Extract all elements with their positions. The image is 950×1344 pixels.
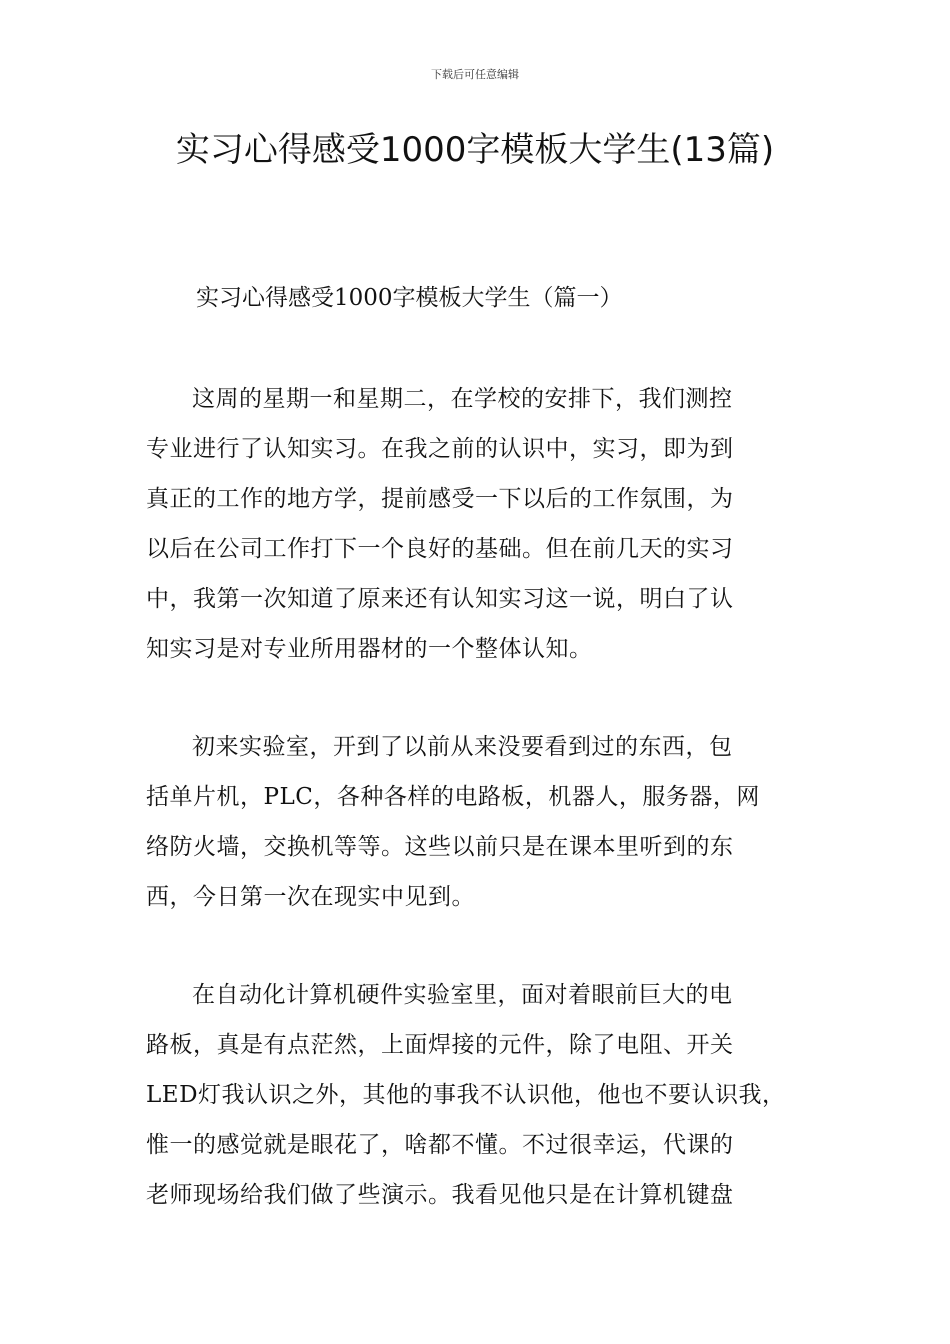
paragraph-line: 括单片机，PLC，各种各样的电路板，机器人，服务器，网 <box>146 784 760 810</box>
section-heading: 实习心得感受1000字模板大学生（篇一） <box>196 285 623 311</box>
paragraph-line: 老师现场给我们做了些演示。我看见他只是在计算机键盘 <box>146 1182 734 1208</box>
paragraph-1 <box>146 374 812 674</box>
paragraph-line: 中，我第一次知道了原来还有认知实习这一说，明白了认 <box>146 586 734 612</box>
paragraph-line: 路板，真是有点茫然，上面焊接的元件，除了电阻、开关 <box>146 1032 734 1058</box>
paragraph-line: 这周的星期一和星期二，在学校的安排下，我们测控 <box>192 386 733 412</box>
paragraph-line: 知实习是对专业所用器材的一个整体认知。 <box>146 636 593 662</box>
paragraph-line: 专业进行了认知实习。在我之前的认识中，实习，即为到 <box>146 436 734 462</box>
header-note: 下载后可任意编辑 <box>431 68 519 81</box>
paragraph-2 <box>146 722 812 922</box>
paragraph-line: 以后在公司工作打下一个良好的基础。但在前几天的实习 <box>146 536 734 562</box>
paragraph-line: 初来实验室，开到了以前从来没要看到过的东西，包 <box>192 734 733 760</box>
document-title: 实习心得感受1000字模板大学生(13篇) <box>175 130 775 170</box>
paragraph-line: 在自动化计算机硬件实验室里，面对着眼前巨大的电 <box>192 982 733 1008</box>
paragraph-line: 络防火墙，交换机等等。这些以前只是在课本里听到的东 <box>146 834 734 860</box>
paragraph-line: LED灯我认识之外，其他的事我不认识他，他也不要认识我， <box>146 1082 786 1108</box>
paragraph-line: 真正的工作的地方学，提前感受一下以后的工作氛围，为 <box>146 486 734 512</box>
paragraph-3 <box>146 970 812 1220</box>
paragraph-line: 西，今日第一次在现实中见到。 <box>146 884 475 910</box>
paragraph-line: 惟一的感觉就是眼花了，啥都不懂。不过很幸运，代课的 <box>146 1132 734 1158</box>
